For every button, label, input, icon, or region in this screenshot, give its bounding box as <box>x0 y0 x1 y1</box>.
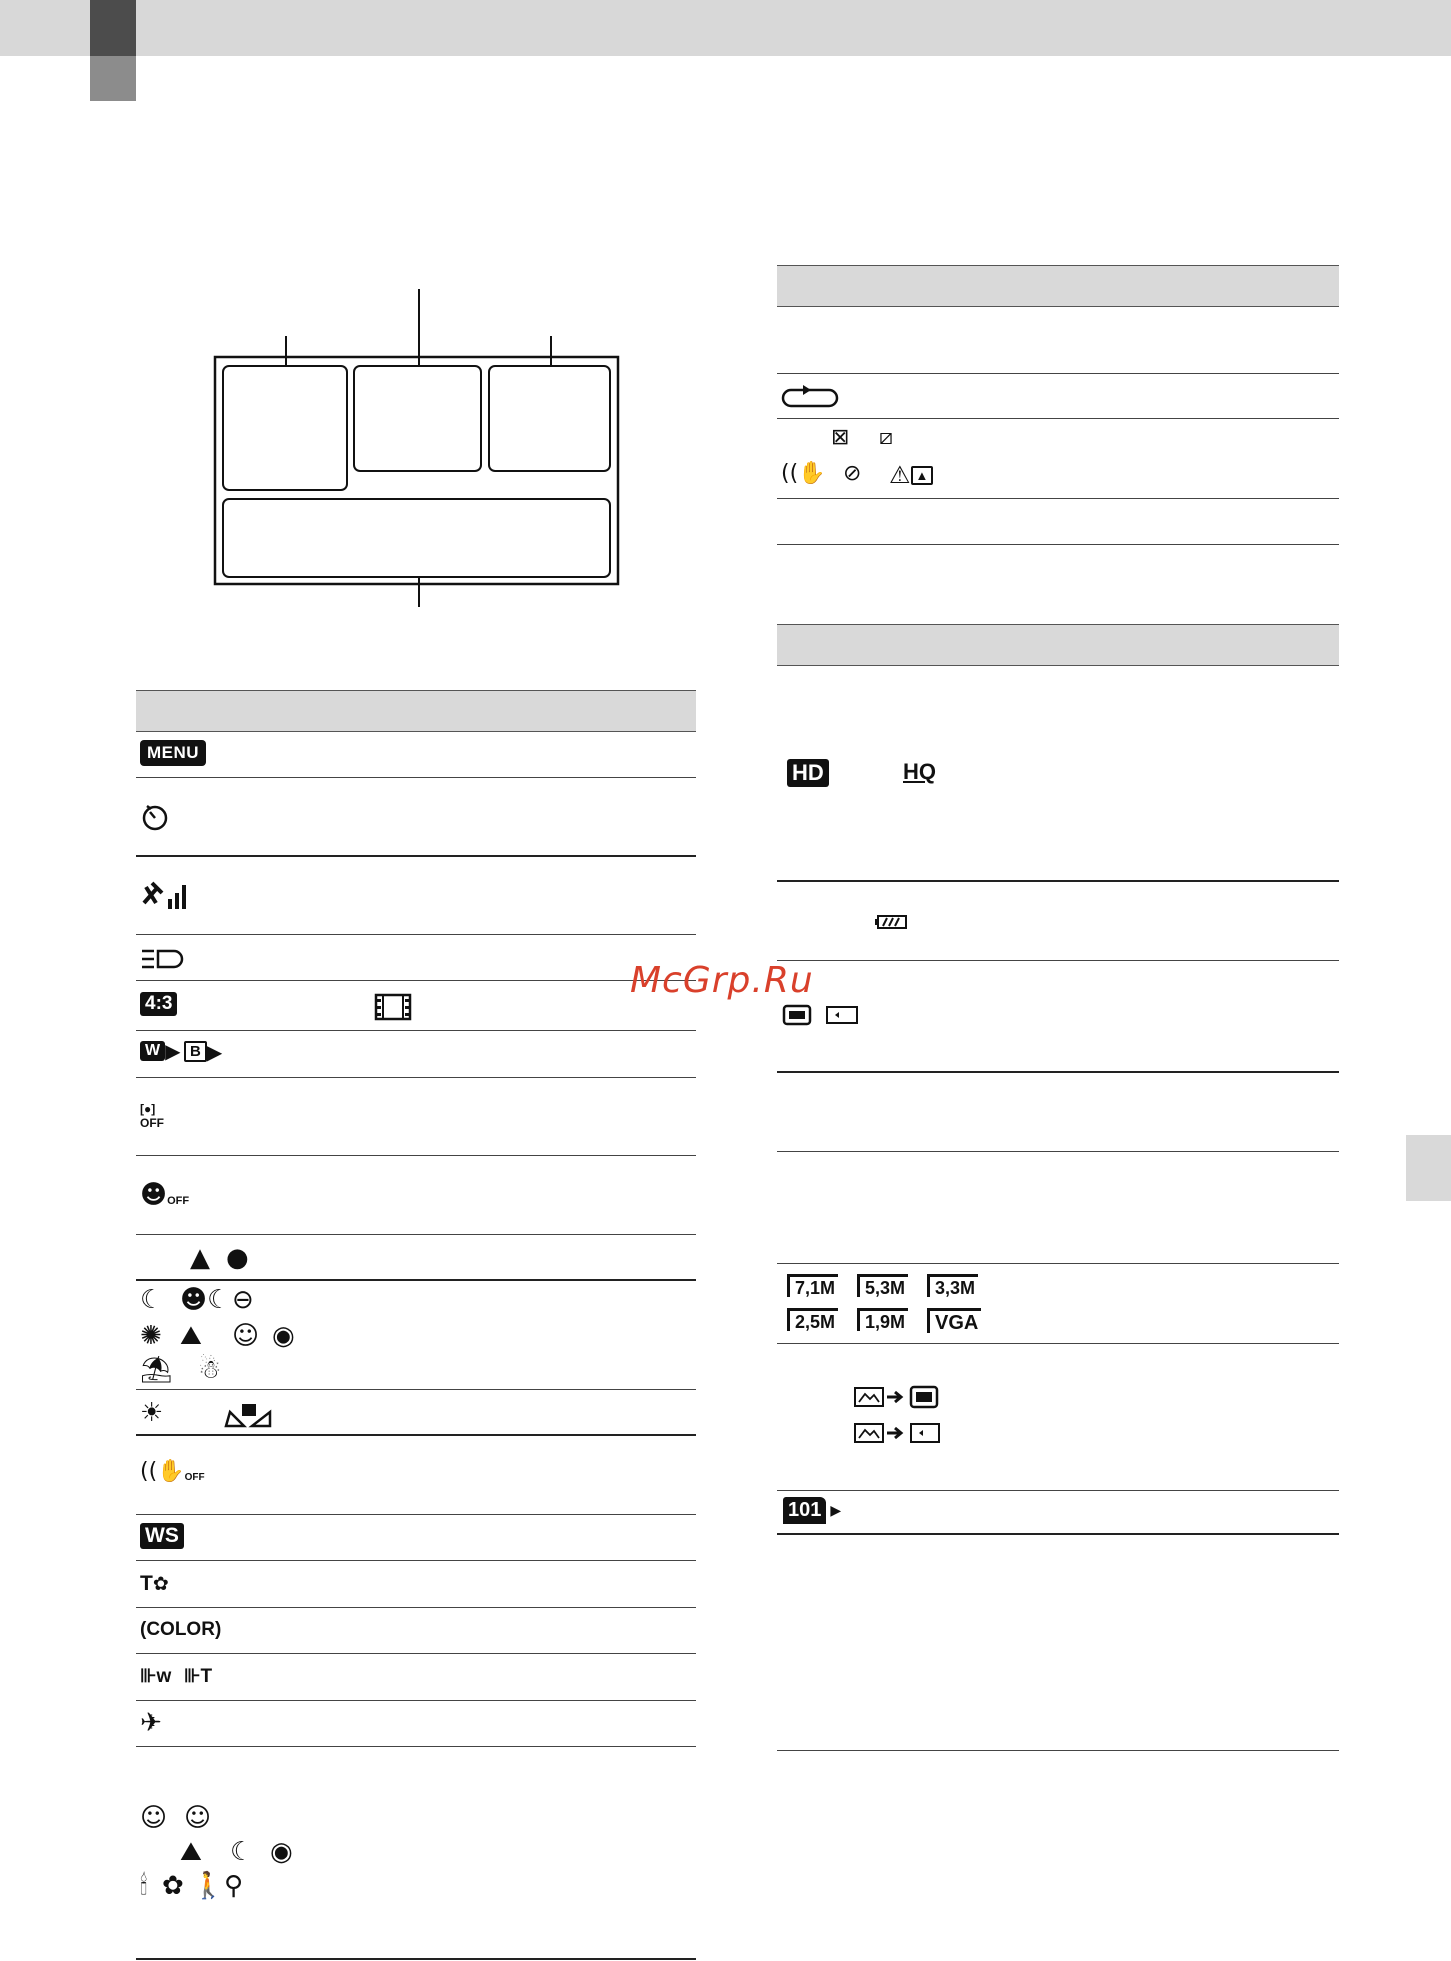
table-row <box>777 961 1339 1073</box>
screen-layout-diagram <box>0 0 700 620</box>
night-portrait-icon: ☻☾ <box>180 1285 231 1315</box>
area-bottom <box>223 499 610 577</box>
battery-icon <box>875 914 909 930</box>
landscape-icon: ▲ <box>190 1243 210 1273</box>
conversion-lens-tele-icon: ⊪T <box>184 1666 213 1687</box>
flight-mode-icon: ✈ <box>140 1708 162 1738</box>
card-error-icon: ⧄ <box>879 425 893 450</box>
right-indicator-table-top <box>777 265 1339 545</box>
memory-card-icon <box>825 1005 859 1025</box>
tele-macro-icon: T ✿ <box>140 1572 169 1595</box>
fireworks-icon: ✺ <box>140 1321 162 1351</box>
portrait-icon: ● <box>226 1243 249 1273</box>
walking-icon: 🚶 <box>192 1871 225 1901</box>
face-detection-off-icon: [●] OFF <box>140 1102 164 1130</box>
aspect-ratio-icon: 4:3 <box>140 992 177 1016</box>
camera-shake-warning-icon: ((✋ <box>781 461 826 486</box>
table-row <box>777 1152 1339 1264</box>
table-row <box>777 1535 1339 1751</box>
beach-icon: ⛱ <box>140 1355 174 1385</box>
right-table-top-header <box>777 265 1339 307</box>
folder-icon: 101 ▶ <box>783 1497 841 1524</box>
baby-icon: ☺ <box>184 1803 212 1833</box>
black-select-icon: B ▶ <box>184 1041 222 1062</box>
snow-icon: ☃ <box>198 1355 222 1385</box>
wide-select-icon: W ▶ <box>140 1041 181 1061</box>
night-scene-icon: ☾ <box>140 1285 164 1315</box>
left-table-header <box>136 690 696 732</box>
hd-quality-icon: HD <box>787 759 829 787</box>
table-row <box>777 666 1339 882</box>
area-top-left <box>223 366 347 490</box>
table-row <box>136 935 696 981</box>
table-row <box>777 1344 1339 1491</box>
table-row <box>777 1073 1339 1152</box>
table-row <box>136 1235 696 1281</box>
table-row <box>136 1031 696 1078</box>
table-row <box>777 1264 1339 1344</box>
table-row <box>136 1281 696 1390</box>
internal-memory-icon <box>781 1003 813 1027</box>
table-row <box>777 374 1339 419</box>
intelligent-twilight-icon: ☾ <box>230 1837 254 1867</box>
table-row <box>777 499 1339 545</box>
area-top-center <box>354 366 481 471</box>
sunset-icon: ⊖ <box>232 1285 254 1315</box>
table-row <box>136 1390 696 1436</box>
steadyshot-off-icon: ((✋ OFF <box>140 1458 205 1484</box>
table-row <box>136 778 696 857</box>
image-size-icon: 1,9M <box>857 1308 908 1331</box>
one-push-wb-icon <box>224 1402 272 1428</box>
spotlight-icon: ◉ <box>272 1321 295 1351</box>
x-v-color-icon: ( COLOR ) <box>140 1619 222 1640</box>
table-row <box>777 1491 1339 1535</box>
table-row <box>136 981 696 1031</box>
table-row <box>136 1078 696 1156</box>
table-row <box>136 1747 696 1960</box>
hq-quality-icon: HQ <box>903 759 936 784</box>
self-timer-icon <box>140 802 170 832</box>
table-row <box>136 1608 696 1654</box>
image-size-icon: 3,3M <box>927 1274 978 1297</box>
left-indicator-table <box>136 690 696 1960</box>
portrait-scene-icon: ☺ <box>232 1321 260 1351</box>
daylight-icon: ☀ <box>140 1398 164 1428</box>
table-row <box>136 1436 696 1515</box>
intelligent-portrait-icon: ☺ <box>140 1803 168 1833</box>
media-warning-icon: ⚠ ▲ <box>889 463 933 487</box>
image-size-icon: 7,1M <box>787 1274 838 1297</box>
conversion-lens-wide-icon: ⊪w <box>140 1666 172 1687</box>
photo-to-memory-icon <box>853 1384 945 1410</box>
table-row <box>777 307 1339 374</box>
area-top-right <box>489 366 610 471</box>
table-row <box>136 1701 696 1747</box>
image-size-icon: VGA <box>927 1308 981 1333</box>
gps-icon <box>140 881 190 911</box>
smile-shutter-off-icon: ☻ OFF <box>140 1180 190 1210</box>
image-size-icon: 5,3M <box>857 1274 908 1297</box>
table-row <box>136 1156 696 1235</box>
macro-icon: ✿ <box>162 1871 184 1901</box>
watermark: McGrp.Ru <box>630 960 814 1001</box>
repeat-icon <box>781 384 839 410</box>
image-size-icon: 2,5M <box>787 1308 838 1331</box>
right-table-bottom-header <box>777 624 1339 666</box>
table-row <box>136 1561 696 1608</box>
side-index-tab <box>1406 1135 1451 1201</box>
table-row <box>777 419 1339 499</box>
tripod-icon: ⚲ <box>224 1871 244 1901</box>
intelligent-spotlight-icon: ◉ <box>270 1837 293 1867</box>
wide-select-ws-icon: WS <box>140 1523 184 1549</box>
landscape-scene-icon: ⛰ <box>180 1321 202 1351</box>
right-indicator-table-bottom <box>777 624 1339 1751</box>
recording-media-error-icon: ⊠ <box>831 425 850 450</box>
film-icon <box>374 993 412 1021</box>
table-row <box>136 732 696 778</box>
table-row <box>777 882 1339 961</box>
intelligent-landscape-icon: ⛰ <box>180 1837 202 1867</box>
table-row <box>136 1515 696 1561</box>
camera-warning-icon: ⊘ <box>843 461 862 486</box>
lcd-backlight-icon <box>140 947 184 971</box>
table-row <box>136 857 696 935</box>
low-light-icon: 🕯 <box>140 1871 148 1901</box>
menu-icon: MENU <box>140 740 206 766</box>
table-row <box>136 1654 696 1701</box>
photo-to-card-icon <box>853 1420 945 1446</box>
